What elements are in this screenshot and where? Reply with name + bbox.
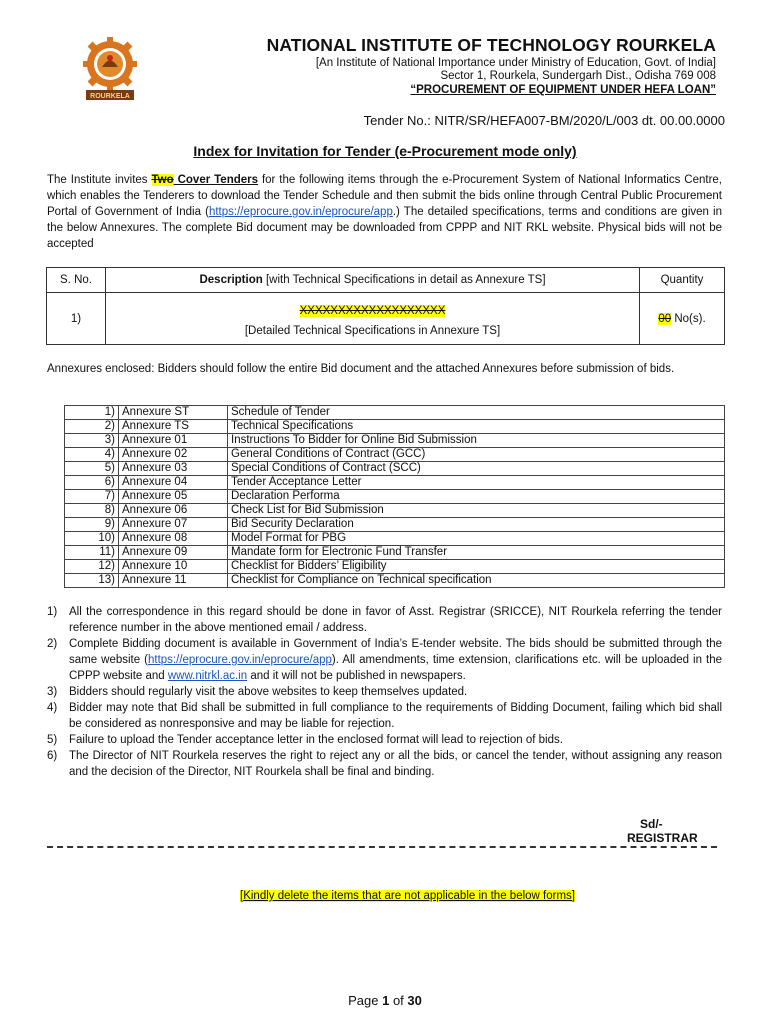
items-table xyxy=(46,267,725,345)
annex-title: Bid Security Declaration xyxy=(228,518,725,532)
annex-title: Check List for Bid Submission xyxy=(228,504,725,518)
annex-name: Annexure 09 xyxy=(119,546,228,560)
annex-name: Annexure 06 xyxy=(119,504,228,518)
table-row xyxy=(65,560,725,574)
institute-address: Sector 1, Rourkela, Sundergarh Dist., Odisha 769 008 xyxy=(440,70,716,82)
intro-paragraph: The Institute invites Two Cover Tenders for the following items through the e-Procurement System of National Informatics Centre, which enables the Tenderers to download the Tender Schedule and then submit the bids online through Central Public Procurement Portal of Government of India (https://eprocure.gov.in/eprocure/app.) The detailed specifications, terms and conditions are given in the below Annexures. The complete Bid document may be downloaded from CPPP and NIT RKL website. Physical bids will not be accepted xyxy=(47,174,723,250)
table-row xyxy=(65,504,725,518)
annex-number: 9) xyxy=(65,518,119,532)
tender-number: Tender No.: NITR/SR/HEFA007-BM/2020/L/003 dt. 00.00.0000 xyxy=(363,113,725,128)
table-row xyxy=(65,420,725,434)
items-table-header xyxy=(47,268,725,293)
annex-number: 8) xyxy=(65,504,119,518)
nitrkl-link[interactable]: www.nitrkl.ac.in xyxy=(167,670,248,682)
nit-logo xyxy=(76,34,144,102)
list-item: 4) Bidder may note that Bid shall be submitted in full compliance to the requirements of Bidding Document, failing which bid shall be considered as nonresponsive and may be liable for rejection. xyxy=(47,702,722,730)
institute-subtitle: [An Institute of National Importance under Ministry of Education, Govt. of India] xyxy=(315,57,716,69)
institute-name: NATIONAL INSTITUTE OF TECHNOLOGY ROURKELA xyxy=(266,35,716,55)
annex-number: 1) xyxy=(65,406,119,420)
logo-text: ROURKELA xyxy=(90,93,130,100)
annex-number: 11) xyxy=(65,546,119,560)
annex-number: 12) xyxy=(65,560,119,574)
table-row xyxy=(65,518,725,532)
list-item: 6) The Director of NIT Rourkela reserves the right to reject any or all the bids, or cancel the tender, without assigning any reason and the decision of the Director, NIT Rourkela shall be final and binding. xyxy=(47,750,722,778)
annexures-note: Annexures enclosed: Bidders should follow the entire Bid document and the attached Annexures before submission of bids. xyxy=(47,363,675,375)
annex-name: Annexure 10 xyxy=(119,560,228,574)
table-row xyxy=(65,546,725,560)
annex-name: Annexure 02 xyxy=(119,448,228,462)
list-item: 3) Bidders should regularly visit the above websites to keep themselves updated. xyxy=(47,686,468,698)
row-quantity: 00 No(s). xyxy=(640,293,725,345)
annex-name: Annexure 08 xyxy=(119,532,228,546)
annex-name: Annexure 07 xyxy=(119,518,228,532)
table-row xyxy=(65,462,725,476)
annex-title: General Conditions of Contract (GCC) xyxy=(228,448,725,462)
annex-title: Declaration Performa xyxy=(228,490,725,504)
table-row xyxy=(65,532,725,546)
annex-name: Annexure TS xyxy=(119,420,228,434)
table-row xyxy=(65,476,725,490)
annex-name: Annexure ST xyxy=(119,406,228,420)
annex-title: Checklist for Bidders’ Eligibility xyxy=(228,560,725,574)
procurement-heading: “PROCUREMENT OF EQUIPMENT UNDER HEFA LOAN” xyxy=(410,84,716,96)
annex-title: Mandate form for Electronic Fund Transfer xyxy=(228,546,725,560)
annex-number: 10) xyxy=(65,532,119,546)
table-row xyxy=(65,406,725,420)
list-item: 2) Complete Bidding document is available in Government of India’s E-tender website. The bids should be submitted through the same website (https://eprocure.gov.in/eprocure/app). All amendments, time extension, clarifications etc. will be uploaded in the CPPP website and www.nitrkl.ac.in and it will not be published in newspapers. xyxy=(47,638,722,682)
struck-cover-count: Two xyxy=(151,174,174,186)
list-item: 1) All the correspondence in this regard should be done in favor of Asst. Registrar (SRICCE), NIT Rourkela referring the tender reference number in the above mentioned email / address. xyxy=(47,606,722,634)
annex-number: 2) xyxy=(65,420,119,434)
header-description: Description [with Technical Specifications in detail as Annexure TS] xyxy=(106,268,640,293)
annex-title: Tender Acceptance Letter xyxy=(228,476,725,490)
annex-name: Annexure 01 xyxy=(119,434,228,448)
dashed-divider xyxy=(47,846,717,848)
eprocure-link[interactable]: https://eprocure.gov.in/eprocure/app xyxy=(148,654,332,666)
annex-title: Instructions To Bidder for Online Bid Submission xyxy=(228,434,725,448)
annex-name: Annexure 05 xyxy=(119,490,228,504)
annex-title: Schedule of Tender xyxy=(228,406,725,420)
table-row xyxy=(47,293,725,345)
table-row xyxy=(65,574,725,588)
list-item: 5) Failure to upload the Tender acceptance letter in the enclosed format will lead to rejection of bids. xyxy=(47,734,563,746)
eprocure-link[interactable]: https://eprocure.gov.in/eprocure/app xyxy=(208,206,393,218)
annexures-table xyxy=(64,405,725,588)
annex-number: 4) xyxy=(65,448,119,462)
sd-mark: Sd/- xyxy=(640,817,663,831)
annex-title: Special Conditions of Contract (SCC) xyxy=(228,462,725,476)
annex-number: 5) xyxy=(65,462,119,476)
annex-number: 6) xyxy=(65,476,119,490)
header-quantity: Quantity xyxy=(640,268,725,293)
row-sno: 1) xyxy=(47,293,106,345)
index-title: Index for Invitation for Tender (e-Procurement mode only) xyxy=(193,143,577,159)
annex-title: Technical Specifications xyxy=(228,420,725,434)
table-row xyxy=(65,434,725,448)
annex-title: Model Format for PBG xyxy=(228,532,725,546)
annex-name: Annexure 04 xyxy=(119,476,228,490)
annex-number: 13) xyxy=(65,574,119,588)
table-row xyxy=(65,448,725,462)
page-number: Page 1 of 30 xyxy=(348,993,422,1008)
kindly-delete-note: [Kindly delete the items that are not applicable in the below forms] xyxy=(240,890,575,902)
annex-number: 7) xyxy=(65,490,119,504)
row-description: XXXXXXXXXXXXXXXXXXX [Detailed Technical Specifications in Annexure TS] xyxy=(106,293,640,345)
registrar-label: REGISTRAR xyxy=(627,831,698,845)
annex-title: Checklist for Compliance on Technical specification xyxy=(228,574,725,588)
annex-name: Annexure 11 xyxy=(119,574,228,588)
annex-number: 3) xyxy=(65,434,119,448)
notes-list xyxy=(47,604,722,780)
annex-name: Annexure 03 xyxy=(119,462,228,476)
header-sno: S. No. xyxy=(47,268,106,293)
table-row xyxy=(65,490,725,504)
